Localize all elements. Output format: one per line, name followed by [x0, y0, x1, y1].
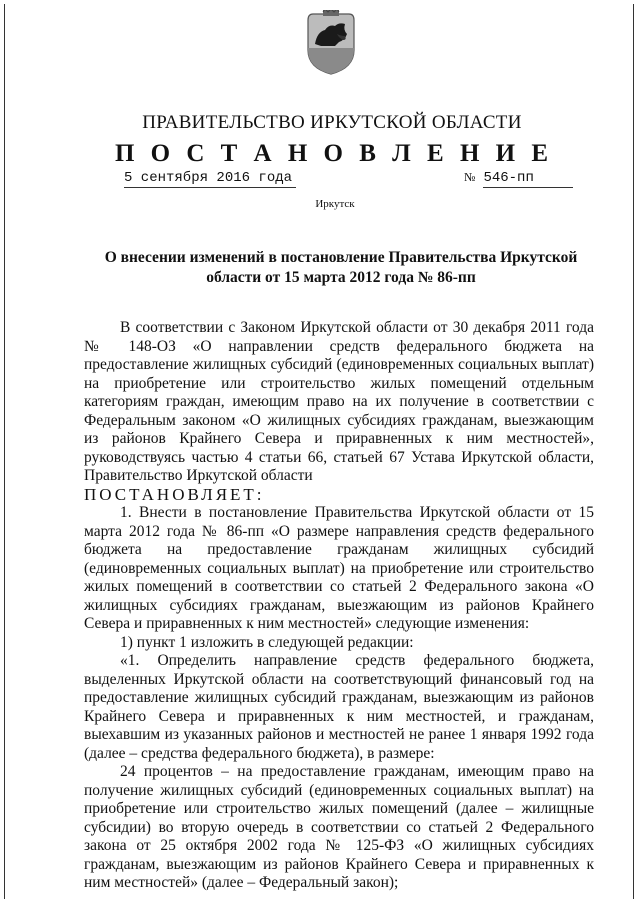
document-type: П О С Т А Н О В Л Е Н И Е: [114, 140, 554, 167]
date-value: 5 сентября 2016 года: [124, 170, 296, 188]
document-body: [84, 319, 594, 893]
paragraph: 1) пункт 1 изложить в следующей редакции:: [120, 633, 414, 651]
government-name: ПРАВИТЕЛЬСТВО ИРКУТСКОЙ ОБЛАСТИ: [142, 112, 522, 133]
document-date: [124, 170, 296, 188]
city: Иркутск: [315, 198, 355, 210]
paragraph: В соответствии с Законом Иркутской области от 30 декабря 2011 года № 148-ОЗ «О направлении средств федерального бюджета на предоставление жилищных субсидий (единовременных социальных выплат) на приобретение или строительство жилых помещений отдельным категориям граждан, имеющим право на их получение в соответствии с Федеральным законом «О жилищных субсидиях гражданам, выезжающим из районов Крайнего Севера и приравненных к ним местностей», руководствуясь частью 4 статьи 66, статьей 67 Устава Иркутской области, Правительство Иркутской области: [84, 319, 594, 484]
number-label: №: [464, 170, 476, 184]
coat-of-arms-icon: [305, 10, 357, 76]
paragraph: 1. Внести в постановление Правительства Иркутской области от 15 марта 2012 года № 86-пп «О размере направления средств федерального бюджета на предоставление гражданам жилищных субсидий (единовременных социальных выплат) на приобретение или строительство жилых помещений в соответствии со статьей 2 Федерального закона «О жилищных субсидиях гражданам, выезжающим из районов Крайнего Севера и приравненных к ним местностей» следующие изменения:: [84, 504, 594, 632]
document-title: О внесении изменений в постановление Правительства Иркутской области от 15 марта 2012 года № 86-пп: [104, 249, 578, 286]
paragraph: 24 процентов – на предоставление гражданам, имеющим право на получение жилищных субсидий (единовременных социальных выплат) на приобретение или строительство жилых помещений (далее – жилищные субсидии) во вторую очередь в соответствии со статьей 2 Федерального закона от 25 октября 2002 года № 125-ФЗ «О жилищных субсидиях гражданам, выезжающим из районов Крайнего Севера и приравненных к ним местностей» (далее – Федеральный закон);: [84, 763, 594, 891]
resolves-heading: ПОСТАНОВЛЯЕТ:: [84, 484, 265, 504]
document-number: [464, 170, 573, 188]
paragraph: «1. Определить направление средств федерального бюджета, выделенных Иркутской области на соответствующий финансовый год на предоставление жилищных субсидий гражданам, выезжающим из районов Крайнего Севера и приравненных к ним местностей, и гражданам, выехавшим из указанных районов и местностей не ранее 1 января 1992 года (далее – средства федерального бюджета), в размере:: [84, 652, 594, 762]
number-value: 546-пп: [483, 170, 573, 188]
